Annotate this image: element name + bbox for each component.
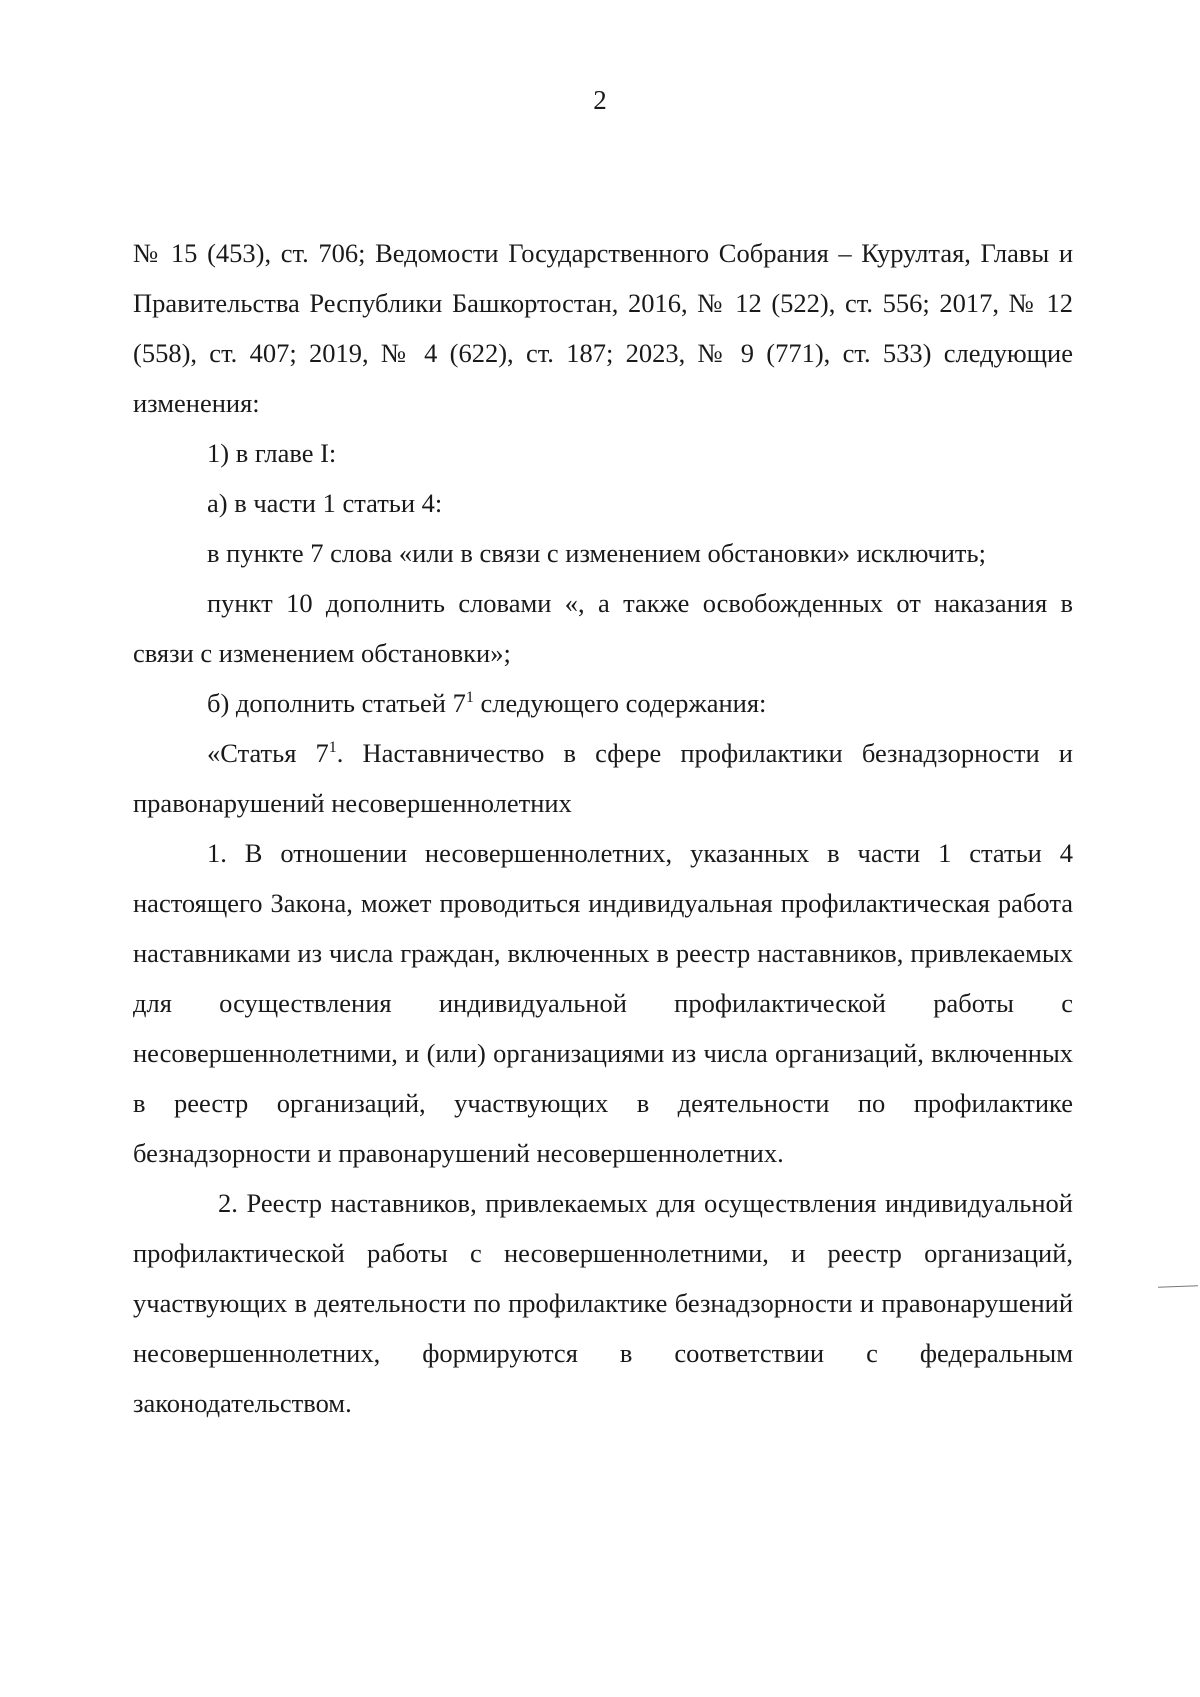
text-fragment: . Наставничество в сфере профилактики безнадзорности и правонарушений несовершеннолетних (133, 738, 1073, 818)
article-heading (133, 728, 1073, 828)
paragraph-add-article (133, 678, 1073, 728)
paragraph-amendment-sources: № 15 (453), ст. 706; Ведомости Государственного Собрания – Курултая, Главы и Правительства Республики Башкортостан, 2016, № 12 (522), ст. 556; 2017, № 12 (558), ст. 407; 2019, № 4 (622), ст. 187; 2023, № 9 (771), ст. 533) следующие изменения: (133, 238, 1073, 418)
paragraph-point-ten: пункт 10 дополнить словами «, а также освобожденных от наказания в связи с изменением обстановки»; (133, 588, 1073, 668)
paragraph-article-part-one: 1. В отношении несовершеннолетних, указанных в части 1 статьи 4 настоящего Закона, может проводиться индивидуальная профилактическая работа наставниками из числа граждан, включенных в реестр наставников, привлекаемых для осуществления индивидуальной профилактической работы с несовершеннолетними, и (или) организациями из числа организаций, включенных в реестр организаций, участвующих в деятельности по профилактике безнадзорности и правонарушений несовершеннолетних. (133, 838, 1073, 1168)
text-fragment: «Статья 7 (207, 738, 329, 768)
text-fragment: следующего содержания: (473, 688, 767, 718)
document-body (133, 228, 1073, 1428)
page-number: 2 (593, 85, 607, 115)
paragraph-point-seven: в пункте 7 слова «или в связи с изменением обстановки» исключить; (207, 538, 986, 568)
paragraph-article-part-two: 2. Реестр наставников, привлекаемых для осуществления индивидуальной профилактической работы с несовершеннолетними, и реестр организаций, участвующих в деятельности по профилактике безнадзорности и правонарушений несовершеннолетних, формируются в соответствии с федеральным законодательством. (133, 1188, 1073, 1418)
paragraph-chapter-one: 1) в главе I: (207, 438, 337, 468)
text-fragment: б) дополнить статьей 7 (207, 688, 466, 718)
superscript: 1 (465, 689, 474, 706)
margin-pen-mark (1158, 1285, 1198, 1287)
superscript: 1 (328, 739, 337, 756)
paragraph-part-one-article-four: а) в части 1 статьи 4: (207, 488, 443, 518)
